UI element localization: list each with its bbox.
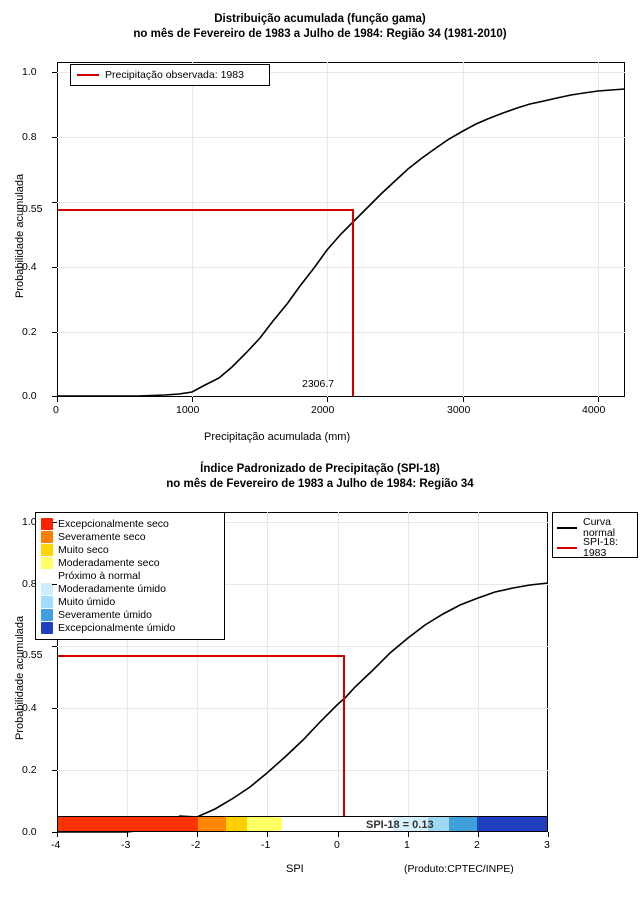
xtick-label: 3000	[447, 404, 471, 416]
xtick-label: -3	[121, 839, 131, 851]
ytick-label: 0.2	[22, 764, 37, 776]
spi-category-row	[41, 530, 219, 543]
ytick	[52, 137, 57, 138]
xtick	[127, 832, 128, 837]
category-color-icon	[41, 518, 53, 530]
legend-line-icon	[557, 527, 577, 529]
legend-line-icon	[557, 547, 577, 549]
ytick-label: 0.2	[22, 326, 37, 338]
spi-bar-segment	[226, 817, 247, 831]
xtick	[463, 397, 464, 402]
xtick	[327, 397, 328, 402]
ytick	[52, 202, 57, 203]
ytick-label: 1.0	[22, 66, 37, 78]
spi-bar-segment	[477, 817, 547, 831]
xtick-label: 1000	[176, 404, 200, 416]
ytick	[52, 584, 57, 585]
ytick-label: 1.0	[22, 516, 37, 528]
ytick-label: 0.0	[22, 390, 37, 402]
spi-bar-segment	[449, 817, 477, 831]
bottom-title-line-1: Índice Padronizado de Precipitação (SPI-18)	[200, 463, 440, 475]
xtick-label: -2	[191, 839, 201, 851]
top-title-line-1: Distribuição acumulada (função gama)	[214, 13, 426, 25]
xtick-label: 1	[404, 839, 410, 851]
top-yaxis-label: Probabilidade acumulada	[14, 173, 26, 298]
spi-category-row	[41, 621, 219, 634]
ytick-label: 0.0	[22, 826, 37, 838]
xtick	[338, 832, 339, 837]
xtick	[197, 832, 198, 837]
spi-bar-segment	[247, 817, 282, 831]
category-label: Excepcionalmente úmido	[58, 621, 176, 634]
top-title-line-2: no mês de Fevereiro de 1983 a Julho de 1984: Região 34 (1981-2010)	[133, 28, 507, 40]
observed-prob-line	[58, 209, 353, 211]
ytick-label: 0.8	[22, 131, 37, 143]
xtick-label: 4000	[582, 404, 606, 416]
ytick	[52, 770, 57, 771]
category-label: Muito úmido	[58, 595, 116, 608]
xtick	[192, 397, 193, 402]
ytick	[52, 522, 57, 523]
bottom-yaxis-label: Probabilidade acumulada	[14, 615, 26, 740]
ytick	[52, 267, 57, 268]
category-color-icon	[41, 570, 53, 582]
ytick	[52, 646, 57, 647]
category-color-icon	[41, 596, 53, 608]
ytick	[52, 72, 57, 73]
ytick-label: 0.4	[22, 702, 37, 714]
curve-legend-label: SPI-18: 1983	[583, 535, 619, 559]
curve-legend-row	[557, 535, 633, 559]
top-xaxis-label: Precipitação acumulada (mm)	[204, 431, 351, 443]
bottom-xaxis-label: SPI	[286, 863, 304, 875]
xtick-label: 0	[53, 404, 59, 416]
xtick	[548, 832, 549, 837]
spi-color-bar	[57, 816, 548, 832]
spi-category-row	[41, 569, 219, 582]
curve-legend-label: Curva normal	[583, 516, 616, 539]
category-label: Moderadamente úmido	[58, 582, 166, 595]
spi-value-text: SPI-18 = 0.13	[366, 819, 434, 831]
category-label: Severamente úmido	[58, 608, 152, 621]
category-color-icon	[41, 544, 53, 556]
spi-value-line	[343, 655, 345, 832]
xtick-label: -4	[51, 839, 61, 851]
ytick-label: 0.4	[22, 261, 37, 273]
spi-category-legend	[35, 512, 225, 640]
bottom-title-line-2: no mês de Fevereiro de 1983 a Julho de 1984: Região 34	[166, 478, 474, 490]
spi-category-row	[41, 595, 219, 608]
xtick	[408, 832, 409, 837]
xtick-label: 2	[474, 839, 480, 851]
xtick	[57, 832, 58, 837]
xtick-label: 2000	[311, 404, 335, 416]
xtick	[478, 832, 479, 837]
xtick	[598, 397, 599, 402]
legend-observed-label: Precipitação observada: 1983	[105, 69, 244, 81]
spi-prob-label: 0.55	[22, 649, 43, 661]
category-label: Excepcionalmente seco	[58, 517, 169, 530]
spi-bar-segment	[58, 817, 198, 831]
spi-chart	[0, 450, 640, 900]
category-label: Próximo à normal	[58, 569, 141, 582]
category-label: Severamente seco	[58, 530, 146, 543]
observed-prob-label: 0.55	[22, 203, 43, 215]
xtick-label: 3	[544, 839, 550, 851]
top-legend	[70, 64, 270, 86]
spi-category-row	[41, 517, 219, 530]
ytick	[52, 332, 57, 333]
ytick	[52, 708, 57, 709]
spi-category-row	[41, 582, 219, 595]
category-label: Muito seco	[58, 543, 109, 556]
category-color-icon	[41, 622, 53, 634]
ytick-label: 0.8	[22, 578, 37, 590]
xtick-label: 0	[334, 839, 340, 851]
spi-category-row	[41, 556, 219, 569]
category-color-icon	[41, 609, 53, 621]
spi-category-row	[41, 608, 219, 621]
curve-legend	[552, 512, 638, 558]
category-label: Moderadamente seco	[58, 556, 160, 569]
category-color-icon	[41, 531, 53, 543]
xtick	[267, 832, 268, 837]
spi-bar-segment	[198, 817, 226, 831]
xtick	[57, 397, 58, 402]
spi-prob-line	[58, 655, 344, 657]
observed-value-annotation: 2306.7	[302, 378, 335, 390]
spi-category-row	[41, 543, 219, 556]
category-color-icon	[41, 557, 53, 569]
xtick-label: -1	[261, 839, 271, 851]
legend-red-line-icon	[77, 74, 99, 76]
observed-value-line	[352, 209, 354, 396]
produto-credit: (Produto:CPTEC/INPE)	[404, 863, 514, 875]
